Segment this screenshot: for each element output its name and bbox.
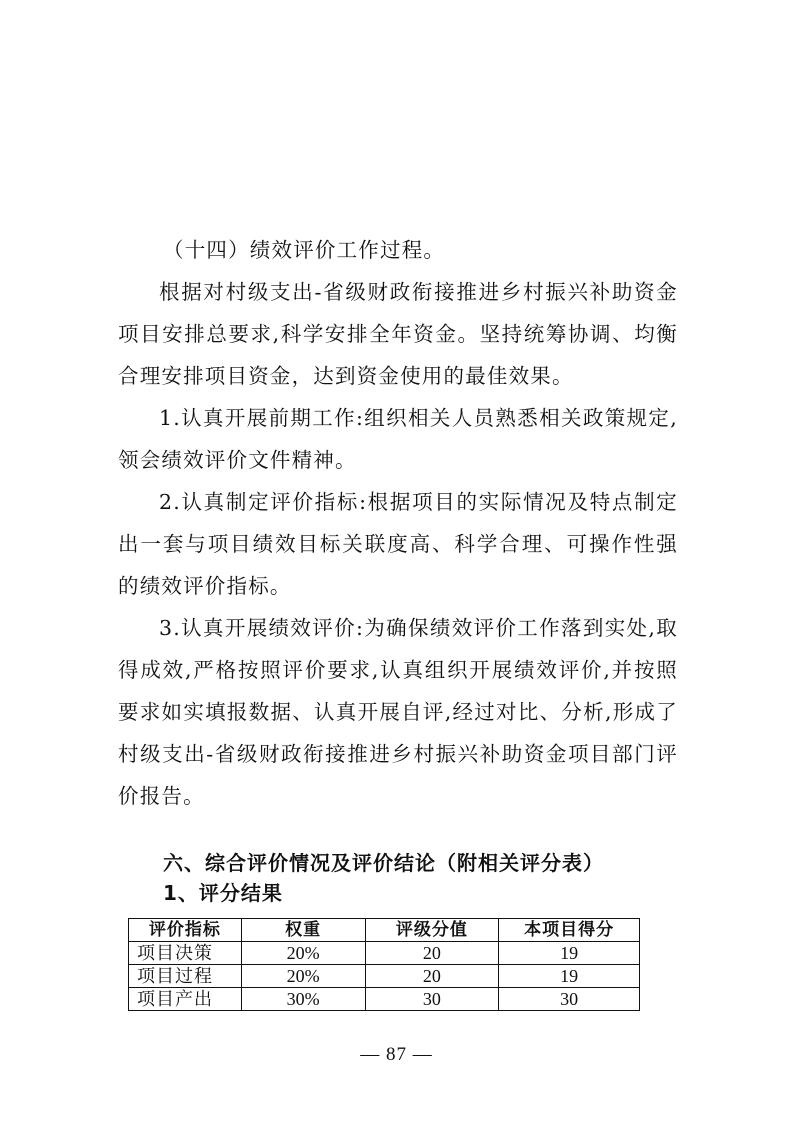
table-cell-rating-value: 20 <box>365 965 499 988</box>
table-row <box>129 942 640 965</box>
table-cell-indicator: 项目过程 <box>129 965 242 988</box>
page-number: — 87 — <box>360 1044 433 1065</box>
table-cell-indicator: 项目决策 <box>129 942 242 965</box>
table-row <box>129 988 640 1011</box>
paragraph-step-1: 1.认真开展前期工作:组织相关人员熟悉相关政策规定,领会绩效评价文件精神。 <box>118 406 678 472</box>
table-cell-rating-value: 30 <box>365 988 499 1011</box>
section-subheading: 1、评分结果 <box>163 881 283 905</box>
header-rating-value: 评级分值 <box>365 919 499 942</box>
table-header-row <box>129 919 640 942</box>
table-cell-weight: 20% <box>241 942 365 965</box>
table-cell-weight: 30% <box>241 988 365 1011</box>
paragraph-step-2: 2.认真制定评价指标:根据项目的实际情况及特点制定出一套与项目绩效目标关联度高、科学合理、可操作性强的绩效评价指标。 <box>118 490 678 598</box>
section-heading: 六、综合评价情况及评价结论（附相关评分表） <box>163 851 604 875</box>
table-cell-project-score: 30 <box>499 988 640 1011</box>
table-row <box>129 965 640 988</box>
table-cell-project-score: 19 <box>499 965 640 988</box>
header-indicator: 评价指标 <box>129 919 242 942</box>
header-project-score: 本项目得分 <box>499 919 640 942</box>
table-cell-weight: 20% <box>241 965 365 988</box>
paragraph-process-title: （十四）绩效评价工作过程。 <box>163 238 446 262</box>
paragraph-step-3: 3.认真开展绩效评价:为确保绩效评价工作落到实处,取得成效,严格按照评价要求,认真组织开展绩效评价,并按照要求如实填报数据、认真开展自评,经过对比、分析,形成了村级支出-省级财政衔接推进乡村振兴补助资金项目部门评价报告。 <box>118 616 678 808</box>
table-cell-rating-value: 20 <box>365 942 499 965</box>
table-cell-project-score: 19 <box>499 942 640 965</box>
header-weight: 权重 <box>241 919 365 942</box>
score-table <box>128 918 640 1011</box>
paragraph-arrangement: 根据对村级支出-省级财政衔接推进乡村振兴补助资金项目安排总要求,科学安排全年资金。坚持统筹协调、均衡合理安排项目资金，达到资金使用的最佳效果。 <box>118 280 678 388</box>
table-cell-indicator: 项目产出 <box>129 988 242 1011</box>
